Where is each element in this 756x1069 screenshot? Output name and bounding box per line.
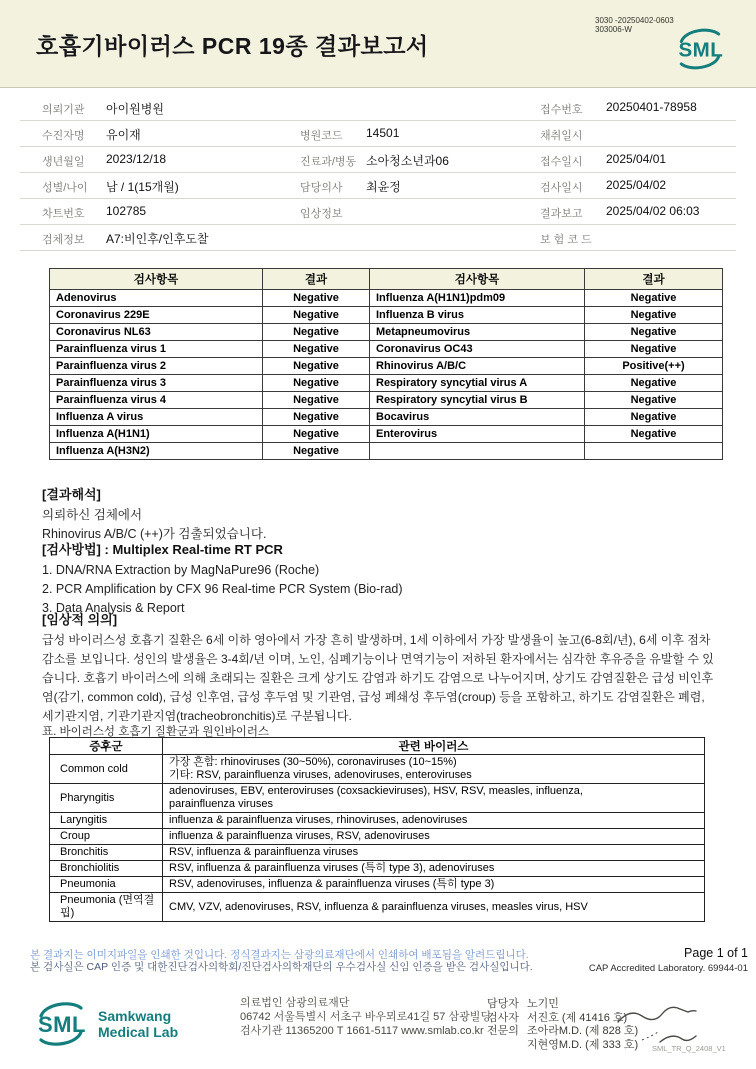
info-value: 아이원병원 [106, 102, 164, 116]
info-label: 검사일시 [540, 182, 583, 194]
results-header-item: 검사항목 [370, 269, 585, 290]
test-item-cell: Influenza A(H3N2) [50, 443, 263, 460]
disclaimer-line: 본 검사실은 CAP 인증 및 대한진단검사의학회/진단검사의학재단의 우수검사실 신임 인증을 받은 검사실입니다. [30, 961, 533, 973]
test-item-cell: Adenovirus [50, 290, 263, 307]
test-item-cell-positive: Rhinovirus A/B/C [370, 358, 585, 375]
test-result-cell [585, 443, 723, 460]
table-row [50, 341, 723, 358]
info-label: 병원코드 [300, 130, 343, 142]
test-item-cell [370, 443, 585, 460]
test-item-cell: Enterovirus [370, 426, 585, 443]
info-value: 남 / 1(15개월) [106, 180, 179, 194]
document-number-line2: 303006-W [595, 25, 632, 34]
test-item-cell: Metapneumovirus [370, 324, 585, 341]
table-row [50, 307, 723, 324]
pcr-results-table [49, 268, 723, 460]
test-method-section [42, 539, 718, 618]
syndrome-cell: Laryngitis [50, 813, 163, 829]
syndrome-table-caption: 표. 바이러스성 호흡기 질환군과 원인바이러스 [42, 726, 270, 738]
test-item-cell: Parainfluenza virus 3 [50, 375, 263, 392]
table-row [50, 877, 705, 893]
info-value: 2025/04/02 06:03 [606, 204, 700, 218]
disclaimer-block [30, 950, 590, 972]
page-title: 호흡기바이러스 PCR 19종 결과보고서 [36, 33, 429, 59]
table-row [50, 845, 705, 861]
form-code: SML_TR_Q_2408_V1 [652, 1044, 726, 1053]
table-row [50, 392, 723, 409]
signer-line: 담당자 노기민 [487, 998, 559, 1010]
footer-logo-block [30, 998, 230, 1050]
info-value: 102785 [106, 204, 147, 218]
virus-cell: influenza & parainfluenza viruses, RSV, adenoviruses [163, 829, 705, 845]
info-value: 2023/12/18 [106, 152, 167, 166]
syndrome-cell: Common cold [50, 755, 163, 784]
method-step: 2. PCR Amplification by CFX 96 Real-time PCR System (Bio-rad) [42, 582, 403, 596]
test-result-cell: Negative [263, 290, 370, 307]
syndrome-virus-table [49, 737, 705, 922]
info-row [20, 147, 736, 173]
interpretation-line: 의뢰하신 검체에서 [42, 508, 143, 522]
info-label: 의뢰기관 [42, 104, 85, 116]
org-name-line2: Medical Lab [98, 1024, 179, 1040]
info-label: 진료과/병동 [300, 156, 357, 168]
test-item-cell: Parainfluenza virus 4 [50, 392, 263, 409]
test-result-cell: Negative [585, 375, 723, 392]
test-item-cell: Bocavirus [370, 409, 585, 426]
table-row [50, 324, 723, 341]
test-item-cell: Respiratory syncytial virus A [370, 375, 585, 392]
info-row [20, 95, 736, 121]
method-heading: [검사방법] : Multiplex Real-time RT PCR [42, 542, 283, 557]
virus-cell: CMV, VZV, adenoviruses, RSV, influenza & parainfluenza viruses, measles virus, HSV [163, 893, 705, 922]
test-result-cell: Negative [263, 358, 370, 375]
virus-cell: 가장 흔함: rhinoviruses (30~50%), coronaviruses (10~15%) 기타: RSV, parainfluenza viruses, adenoviruses, enteroviruses [163, 755, 705, 784]
result-interpretation-section [42, 484, 718, 543]
syndrome-cell: Bronchitis [50, 845, 163, 861]
test-item-cell: Parainfluenza virus 2 [50, 358, 263, 375]
info-row [20, 121, 736, 147]
info-label: 접수번호 [540, 104, 583, 116]
test-result-cell: Negative [263, 409, 370, 426]
info-value: 소아청소년과06 [366, 154, 449, 168]
interpretation-heading: [결과해석] [42, 487, 101, 502]
cap-accreditation-label: CAP Accredited Laboratory. 69944-01 [588, 963, 748, 974]
virus-cell: RSV, influenza & parainfluenza viruses [163, 845, 705, 861]
test-result-cell: Negative [585, 426, 723, 443]
test-item-cell: Influenza A(H1N1)pdm09 [370, 290, 585, 307]
test-item-cell: Coronavirus 229E [50, 307, 263, 324]
info-value: 14501 [366, 126, 400, 140]
test-result-cell: Negative [585, 409, 723, 426]
table-row-positive [50, 358, 723, 375]
signer-line: 검사자 서진호 (제 41416 호) [487, 1011, 628, 1024]
test-item-cell: Respiratory syncytial virus B [370, 392, 585, 409]
results-header-result: 결과 [263, 269, 370, 290]
table-row [50, 426, 723, 443]
info-label: 결과보고 [540, 208, 583, 220]
org-name-line1: Samkwang [98, 1008, 172, 1024]
syndrome-header-row [50, 738, 705, 755]
table-row [50, 813, 705, 829]
test-result-cell: Negative [585, 290, 723, 307]
info-row [20, 199, 736, 225]
report-header [0, 0, 756, 88]
lab-address-block [240, 996, 491, 1038]
test-result-cell: Negative [585, 341, 723, 358]
test-result-cell: Negative [585, 307, 723, 324]
info-label: 수진자명 [42, 130, 85, 142]
results-header-result: 결과 [585, 269, 723, 290]
test-item-cell: Influenza B virus [370, 307, 585, 324]
results-header-item: 검사항목 [50, 269, 263, 290]
page-info [589, 946, 748, 974]
svg-text:SML: SML [38, 1012, 86, 1037]
virus-header-cell: 관련 바이러스 [163, 738, 705, 755]
table-row [50, 893, 705, 922]
test-item-cell: Parainfluenza virus 1 [50, 341, 263, 358]
info-label: 성별/나이 [42, 182, 88, 194]
test-result-cell: Negative [263, 324, 370, 341]
svg-text:SML: SML [678, 38, 724, 62]
test-result-cell: Negative [263, 341, 370, 358]
info-label: 검체정보 [42, 234, 85, 246]
info-label: 접수일시 [540, 156, 583, 168]
test-result-cell: Negative [585, 324, 723, 341]
table-row [50, 755, 705, 784]
page-number: Page 1 of 1 [684, 946, 748, 960]
method-step: 3. Data Analysis & Report [42, 601, 185, 615]
table-row [50, 829, 705, 845]
address-line: 검사기관 11365200 T 1661-5117 www.smlab.co.kr [240, 1025, 484, 1037]
test-item-cell: Coronavirus NL63 [50, 324, 263, 341]
results-header-row [50, 269, 723, 290]
test-result-cell-positive: Positive(++) [585, 358, 723, 375]
test-result-cell: Negative [263, 375, 370, 392]
test-result-cell: Negative [585, 392, 723, 409]
org-wordmark [98, 1008, 178, 1040]
virus-cell: adenoviruses, EBV, enteroviruses (coxsackieviruses), HSV, RSV, measles, influenza, parainfluenza viruses [163, 784, 705, 813]
method-step: 1. DNA/RNA Extraction by MagNaPure96 (Roche) [42, 563, 320, 577]
address-line: 의료법인 삼광의료재단 [240, 997, 350, 1009]
clinical-body: 급성 바이러스성 호흡기 질환은 6세 이하 영아에서 가장 흔히 발생하며, 1세 이하에서 가장 발생율이 높고(6-8회/년), 6세 이후 점차 감소를 보입니다. 성인의 발생율은 3-4회/년 이며, 노인, 심폐기능이나 면역기능이 저하된 환자에서는 심각한 후유증을 유발할 수 있습니다. 호흡기 바이러스에 의해 초래되는 질환은 크게 상기도 감염과 하기도 감염으로 나누어지며, 상기도 감염질환은 급성 비인후염(감기, common cold), 급성 인후염, 급성 후두염 및 기관염, 급성 폐쇄성 후두염(croup) 등을 포함하고, 하기도 감염질환은 폐렴, 세기관지염, 기관기관지염(tracheobronchitis)로 구분됩니다. [42, 633, 714, 723]
info-label: 보 험 코 드 [540, 234, 592, 246]
test-item-cell: Influenza A(H1N1) [50, 426, 263, 443]
disclaimer-line: 본 결과지는 이미지파일을 인쇄한 것입니다. 정식결과지는 삼광의료재단에서 인쇄하여 배포됨을 알려드립니다. [30, 949, 529, 961]
syndrome-cell: Croup [50, 829, 163, 845]
table-row [50, 375, 723, 392]
clinical-significance-section [42, 609, 718, 726]
virus-cell: RSV, adenoviruses, influenza & parainfluenza viruses (특히 type 3) [163, 877, 705, 893]
test-result-cell: Negative [263, 307, 370, 324]
info-row [20, 225, 736, 251]
virus-cell: influenza & parainfluenza viruses, rhinoviruses, adenoviruses [163, 813, 705, 829]
info-value: 2025/04/02 [606, 178, 667, 192]
syndrome-cell: Pneumonia (면역결핍) [50, 893, 163, 922]
info-value: 2025/04/01 [606, 152, 667, 166]
signer-line: 지현영M.D. (제 333 호) [527, 1038, 639, 1051]
order-info-section [20, 95, 736, 251]
info-value: 유이재 [106, 128, 141, 142]
syndrome-cell: Pharyngitis [50, 784, 163, 813]
clinical-heading: [임상적 의의] [42, 612, 118, 627]
info-row [20, 173, 736, 199]
interpretation-line: Rhinovirus A/B/C (++)가 검출되었습니다. [42, 526, 267, 541]
table-row [50, 290, 723, 307]
test-item-cell: Coronavirus OC43 [370, 341, 585, 358]
info-label: 차트번호 [42, 208, 85, 220]
test-item-cell: Influenza A virus [50, 409, 263, 426]
syndrome-cell: Bronchiolitis [50, 861, 163, 877]
table-row [50, 443, 723, 460]
info-value: 20250401-78958 [606, 100, 697, 114]
test-result-cell: Negative [263, 392, 370, 409]
info-value: A7:비인후/인후도찰 [106, 232, 209, 246]
info-value: 최윤정 [366, 180, 401, 194]
syndrome-header-cell: 증후군 [50, 738, 163, 755]
info-label: 채취일시 [540, 130, 583, 142]
table-row [50, 861, 705, 877]
info-label: 임상정보 [300, 208, 343, 220]
table-row [50, 409, 723, 426]
signer-line: 전문의 조아라M.D. (제 828 호) [487, 1025, 639, 1037]
test-result-cell: Negative [263, 443, 370, 460]
sml-logo-icon [672, 24, 728, 74]
address-line: 06742 서울특별시 서초구 바우뫼로41길 57 삼광빌딩 [240, 1011, 491, 1023]
document-number [595, 16, 674, 34]
info-label: 담당의사 [300, 182, 343, 194]
test-result-cell: Negative [263, 426, 370, 443]
syndrome-cell: Pneumonia [50, 877, 163, 893]
virus-cell: RSV, influenza & parainfluenza viruses (특히 type 3), adenoviruses [163, 861, 705, 877]
table-row [50, 784, 705, 813]
document-number-line1: 3030 -20250402-0603 [595, 16, 674, 25]
sml-logo-icon [30, 998, 92, 1050]
info-label: 생년월일 [42, 156, 85, 168]
